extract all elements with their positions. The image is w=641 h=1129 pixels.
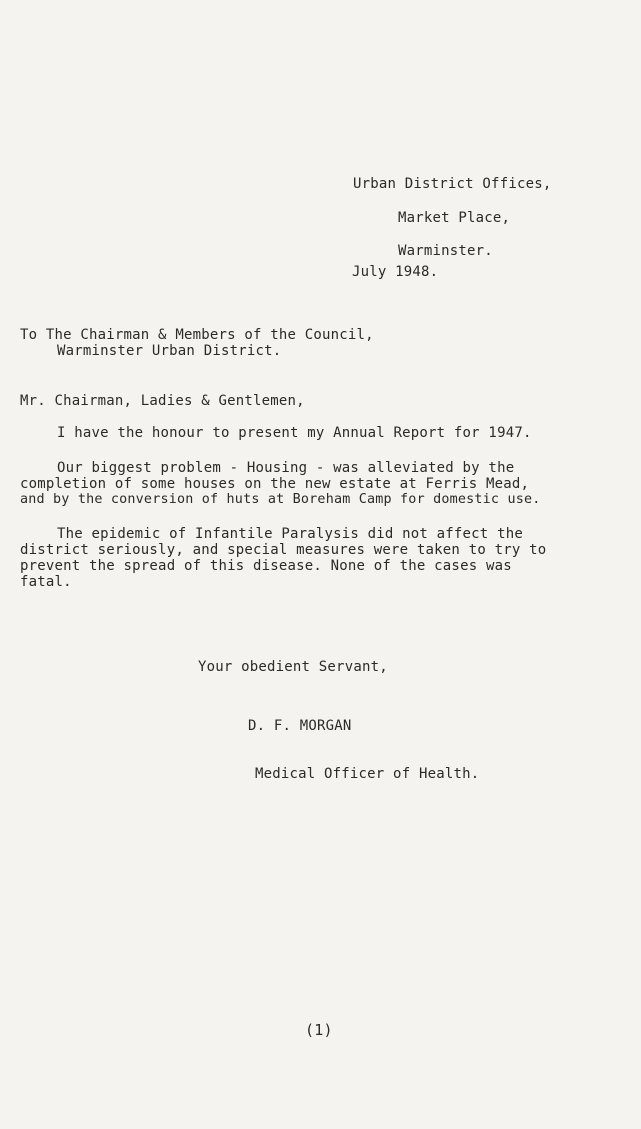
greeting: Mr. Chairman, Ladies & Gentlemen, <box>20 393 305 409</box>
recipient-line-1: To The Chairman & Members of the Council, <box>20 327 374 343</box>
sign-off: Your obedient Servant, <box>198 659 388 675</box>
letter-date: July 1948. <box>352 264 439 280</box>
paragraph-3-line-4: fatal. <box>20 574 72 590</box>
paragraph-2-line-1: Our biggest problem - Housing - was alleviated by the <box>57 460 515 476</box>
address-line-3: Warminster. <box>398 243 493 259</box>
paragraph-1: I have the honour to present my Annual Report for 1947. <box>57 425 532 441</box>
paragraph-3-line-2: district seriously, and special measures were taken to try to <box>20 542 547 558</box>
paragraph-3-line-3: prevent the spread of this disease. None of the cases was <box>20 558 512 574</box>
address-line-2: Market Place, <box>398 210 511 226</box>
signatory-title: Medical Officer of Health. <box>255 766 480 782</box>
paragraph-2-line-2: completion of some houses on the new estate at Ferris Mead, <box>20 476 530 492</box>
recipient-line-2: Warminster Urban District. <box>57 343 282 359</box>
address-line-1: Urban District Offices, <box>353 176 552 192</box>
paragraph-3-line-1: The epidemic of Infantile Paralysis did not affect the <box>57 526 523 542</box>
page-number: (1) <box>305 1021 333 1039</box>
signature-name: D. F. MORGAN <box>248 718 352 734</box>
paragraph-2-line-3: and by the conversion of huts at Boreham Camp for domestic use. <box>20 492 541 507</box>
